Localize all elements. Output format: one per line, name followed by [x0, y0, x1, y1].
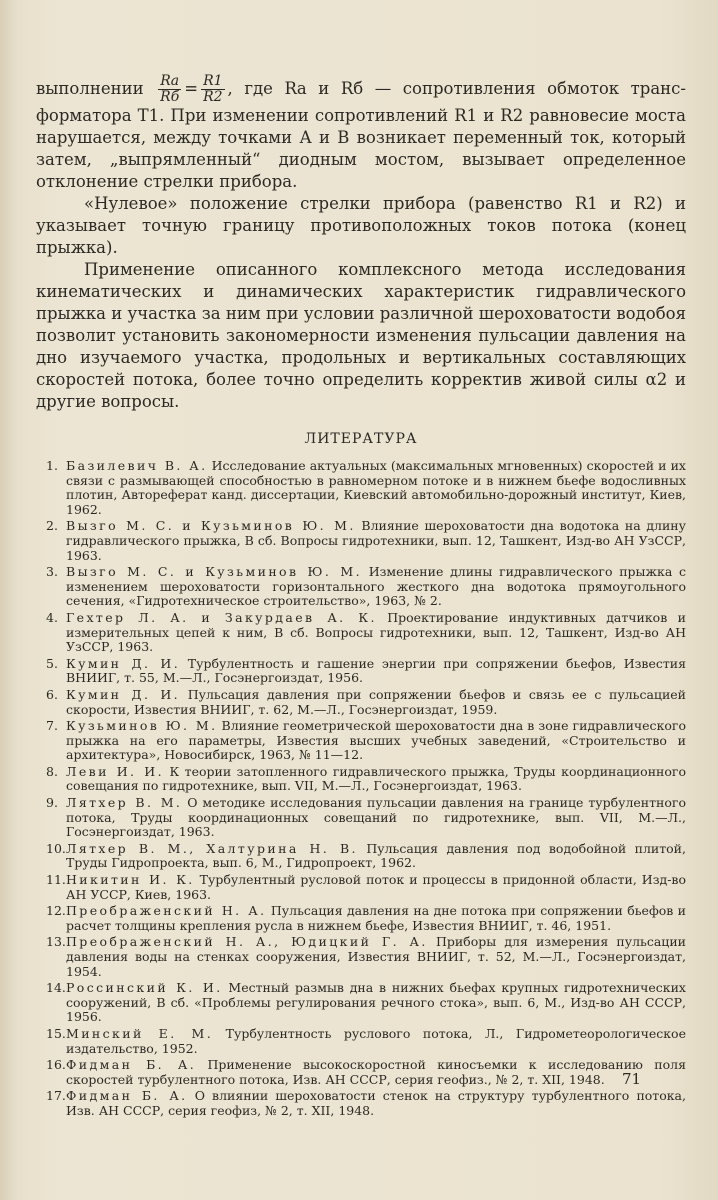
literature-heading: ЛИТЕРАТУРА — [304, 431, 418, 447]
reference-number: 10. — [46, 840, 66, 856]
reference-number: 6. — [46, 686, 58, 702]
fraction-denominator: R2 — [203, 89, 223, 105]
reference-number: 13. — [46, 934, 66, 950]
reference-author: Вызго М. С. и Кузьминов Ю. М. — [66, 518, 356, 534]
page-content — [36, 74, 686, 1121]
reference-item — [36, 765, 686, 794]
fraction-denominator: Rб — [160, 89, 180, 105]
reference-text: Влияние шероховатости дна водотока на длину гидравлического прыжка, В сб. Вопросы гидротехники, вып. 12, Ташкент, Изд-во АН УзССР, 1963. — [66, 518, 686, 563]
reference-author: Кумин Д. И. — [66, 655, 181, 671]
reference-item — [36, 519, 686, 563]
equals-sign: = — [184, 79, 199, 98]
reference-author: Фидман Б. А. — [66, 1057, 197, 1073]
reference-author: Кумин Д. И. — [66, 686, 181, 702]
reference-author: Преображенский Н. А., Юдицкий Г. А. — [66, 934, 428, 950]
reference-item — [36, 459, 686, 517]
reference-author: Леви И. И. — [66, 763, 164, 779]
reference-author: Лятхер В. М. — [66, 795, 183, 811]
fraction-numerator: Rа — [158, 74, 181, 90]
reference-list — [36, 459, 686, 1119]
paragraph-3: Применение описанного комплексного метода исследования кинематических и динамических характеристик гидравлического прыжка и участка за ним при условии различной шероховатости водобоя позволит установить закономерности изменения пульсации давления на дно изучаемого участка, продольных и вертикальных составляющих скоростей потока, более точно определить корректив живой силы α2 и другие вопросы. — [36, 260, 686, 411]
reference-text: О влиянии шероховатости стенок на структуру турбулентного потока, Изв. АН СССР, серия геофиз, № 2, т. XII, 1948. — [66, 1088, 686, 1118]
reference-number: 1. — [46, 458, 58, 473]
fraction-numerator: R1 — [203, 73, 223, 89]
reference-author: Лятхер В. М., Халтурина Н. В. — [66, 840, 358, 856]
reference-item — [36, 719, 686, 763]
reference-number: 16. — [46, 1057, 66, 1073]
reference-author: Гехтер Л. А. и Закурдаев А. К. — [66, 609, 377, 625]
reference-text: Турбулентность руслового потока, Л., Гидрометеорологическое издательство, 1952. — [66, 1025, 686, 1056]
reference-number: 14. — [46, 980, 66, 996]
reference-item — [36, 611, 686, 655]
reference-text: Исследование актуальных (максимальных мгновенных) скоростей и их связи с размывающей способностью в равномерном потоке и в нижнем бьефе водосливных плотин, Автореферат канд. диссертации, Киевский автомобильно-дорожный институт, Киев, 1962. — [66, 458, 686, 517]
reference-item — [36, 1027, 686, 1056]
line1-prefix: выполнении — [36, 79, 144, 98]
reference-text: Пульсация давления на дне потока при сопряжении бьефов и расчет толщины крепления русла в нижнем бьефе, Известия ВНИИГ, т. 46, 1951. — [66, 903, 686, 933]
reference-number: 4. — [46, 609, 58, 625]
reference-number: 11. — [46, 872, 66, 888]
reference-text: Изменение длины гидравлического прыжка с изменением шероховатости горизонтального жесткого дна водотока прямоугольного сечения, «Гидротехническое строительство», 1963, № 2. — [66, 564, 687, 609]
reference-number: 2. — [46, 518, 58, 534]
reference-item — [36, 657, 686, 686]
reference-author: Преображенский Н. А. — [66, 903, 267, 919]
fraction-ra-rb — [158, 74, 181, 105]
paragraph-1 — [36, 74, 686, 193]
reference-item — [36, 904, 686, 933]
reference-number: 15. — [46, 1025, 66, 1041]
reference-author: Базилевич В. А. — [66, 458, 208, 473]
line1-suffix: , где Rа и Rб — сопротивления обмоток транс- — [227, 79, 686, 98]
reference-number: 9. — [46, 795, 58, 811]
reference-text: Проектирование индуктивных датчиков и измерительных цепей к ним, В сб. Вопросы гидротехники, вып. 12, Ташкент, Изд-во АН УзССР, 1963. — [66, 609, 686, 655]
reference-text: Пульсация давления при сопряжении бьефов и связь ее с пульсацией скорости, Известия ВНИИГ, т. 62, М.—Л., Госэнергоиздат, 1959. — [66, 686, 687, 717]
reference-author: Кузьминов Ю. М. — [66, 718, 218, 734]
reference-number: 12. — [46, 903, 66, 919]
paragraph-2: «Нулевое» положение стрелки прибора (равенство R1 и R2) и указывает точную границу противоположных токов потока (конец прыжка). — [36, 194, 686, 257]
reference-number: 5. — [46, 655, 58, 671]
page-number: 71 — [622, 1070, 642, 1088]
reference-item — [36, 688, 686, 717]
reference-author: Никитин И. К. — [66, 872, 195, 888]
reference-number: 3. — [46, 564, 58, 580]
reference-text: Пульсация давления под водобойной плитой, Труды Гидропроекта, вып. 6, М., Гидропроект, 1962. — [66, 840, 686, 871]
fraction-r1-r2 — [201, 74, 224, 105]
reference-text: Турбулентный русловой поток и процессы в придонной области, Изд-во АН УССР, Киев, 1963. — [66, 872, 686, 902]
reference-number: 8. — [46, 763, 58, 779]
reference-text: К теории затопленного гидравлического прыжка, Труды координационного совещания по гидротехнике, вып. VII, М.—Л., Госэнергоиздат, 1963. — [66, 763, 686, 794]
reference-text: Местный размыв дна в нижних бьефах крупных гидротехнических сооружений, В сб. «Проблемы регулирования речного стока», вып. 6, М., Изд-во АН СССР, 1956. — [66, 980, 686, 1025]
reference-text: Турбулентность и гашение энергии при сопряжении бьефов, Известия ВНИИГ, т. 55, М.—Л., Госэнергоиздат, 1956. — [66, 655, 686, 686]
reference-author: Вызго М. С. и Кузьминов Ю. М. — [66, 564, 362, 580]
reference-item — [36, 981, 686, 1025]
reference-author: Россинский К. И. — [66, 980, 223, 996]
reference-author: Минский Е. М. — [66, 1025, 214, 1041]
reference-item — [36, 796, 686, 840]
reference-number: 7. — [46, 718, 58, 734]
reference-text: Влияние геометрической шероховатости дна в зоне гидравлического прыжка на его параметры, Известия высших учебных заведений, «Строительство и архитектура», Новосибирск, 1963, № 11—12. — [66, 718, 686, 763]
reference-item — [36, 935, 686, 979]
reference-text: О методике исследования пульсации давления на границе турбулентного потока, Труды координационных совещаний по гидротехнике, вып. VII, М.—Л., Госэнергоиздат, 1963. — [66, 795, 686, 840]
reference-item — [36, 565, 686, 609]
reference-item — [36, 1089, 686, 1118]
reference-item — [36, 842, 686, 871]
reference-item — [36, 873, 686, 902]
reference-author: Фидман Б. А. — [66, 1088, 188, 1104]
reference-text: Применение высокоскоростной киносъемки к исследованию поля скоростей турбулентного потока, Изв. АН СССР, серия геофиз., № 2, т. XII, 1948. — [66, 1057, 686, 1087]
paragraph-1-rest: форматора Т1. При изменении сопротивлений R1 и R2 равновесие моста нарушается, между точками А и В возникает переменный ток, который затем, „выпрямленный“ диодным мостом, вызывает определенное отклонение стрелки прибора. — [36, 106, 686, 191]
reference-item — [36, 1058, 686, 1087]
reference-text: Приборы для измерения пульсации давления воды на стенках сооружения, Известия ВНИИГ, т. 52, М.—Л., Госэнергоиздат, 1954. — [66, 934, 687, 979]
reference-number: 17. — [46, 1088, 66, 1104]
